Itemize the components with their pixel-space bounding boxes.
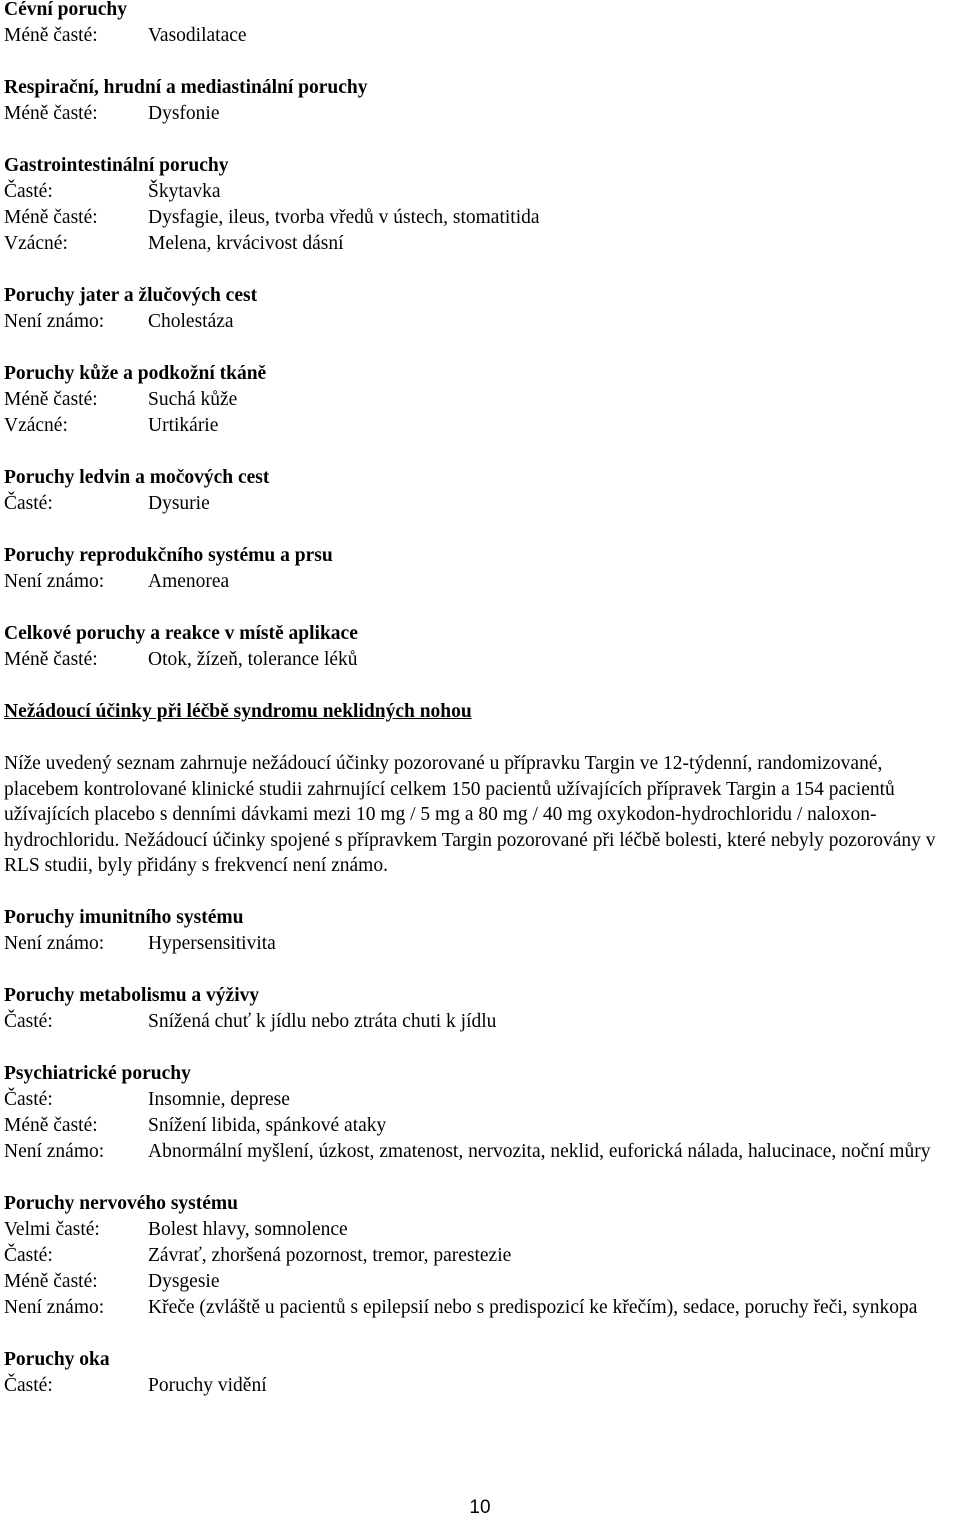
frequency-row [4, 387, 956, 413]
frequency-row [4, 1243, 956, 1269]
frequency-label: Není známo: [4, 932, 105, 954]
frequency-label: Časté: [4, 1244, 53, 1266]
effect-value: Dysurie [148, 493, 210, 514]
frequency-row [4, 205, 956, 231]
adverse-effect-section [4, 283, 956, 335]
frequency-row [4, 1113, 956, 1139]
frequency-row [4, 931, 956, 957]
rls-heading: Nežádoucí účinky při léčbě syndromu neklidných nohou [4, 701, 472, 722]
frequency-row [4, 491, 956, 517]
frequency-label: Vzácné: [4, 415, 68, 436]
adverse-effect-section [4, 1061, 956, 1165]
frequency-row [4, 1139, 956, 1165]
frequency-label: Méně časté: [4, 103, 98, 124]
frequency-label: Vzácné: [4, 233, 68, 254]
effect-value: Abnormální myšlení, úzkost, zmatenost, nervozita, neklid, euforická nálada, halucinace, noční můry [148, 1140, 931, 1162]
section-title: Poruchy jater a žlučových cest [4, 285, 258, 306]
effect-value: Cholestáza [148, 311, 234, 332]
adverse-effect-section [4, 905, 956, 957]
frequency-row [4, 309, 956, 335]
frequency-row [4, 101, 956, 127]
frequency-label: Méně časté: [4, 207, 98, 228]
frequency-row [4, 1295, 956, 1321]
adverse-effect-section [4, 1191, 956, 1321]
effect-value: Křeče (zvláště u pacientů s epilepsií nebo s predispozicí ke křečím), sedace, poruchy řeči, synkopa [148, 1296, 918, 1318]
frequency-row [4, 647, 956, 673]
section-title: Poruchy metabolismu a výživy [4, 984, 260, 1006]
frequency-label: Není známo: [4, 1296, 105, 1318]
page-number: 10 [469, 1497, 491, 1518]
frequency-row [4, 1087, 956, 1113]
effect-value: Dysfonie [148, 103, 220, 124]
frequency-label: Časté: [4, 1088, 53, 1110]
section-title: Poruchy ledvin a močových cest [4, 467, 270, 488]
frequency-label: Časté: [4, 181, 53, 202]
frequency-row [4, 1373, 956, 1399]
frequency-label: Méně časté: [4, 389, 98, 410]
adverse-effect-section [4, 465, 956, 517]
frequency-label: Časté: [4, 493, 53, 514]
frequency-label: Časté: [4, 1374, 53, 1396]
effect-value: Urtikárie [148, 415, 219, 436]
frequency-row [4, 231, 956, 257]
frequency-label: Méně časté: [4, 649, 98, 670]
frequency-label: Méně časté: [4, 1270, 98, 1292]
adverse-effect-section [4, 75, 956, 127]
section-title: Gastrointestinální poruchy [4, 155, 229, 176]
effect-value: Insomnie, deprese [148, 1088, 290, 1110]
effect-value: Bolest hlavy, somnolence [148, 1218, 348, 1240]
effect-value: Škytavka [148, 181, 221, 202]
section-title: Psychiatrické poruchy [4, 1062, 191, 1084]
frequency-row [4, 569, 956, 595]
adverse-effect-section [4, 361, 956, 439]
effect-value: Snížení libida, spánkové ataky [148, 1114, 387, 1136]
effect-value: Poruchy vidění [148, 1374, 267, 1396]
section-title: Poruchy kůže a podkožní tkáně [4, 363, 267, 384]
frequency-label: Není známo: [4, 571, 105, 592]
frequency-row [4, 1269, 956, 1295]
adverse-effect-section [4, 1347, 956, 1399]
section-title: Poruchy imunitního systému [4, 906, 244, 928]
frequency-label: Méně časté: [4, 25, 98, 46]
section-title: Poruchy nervového systému [4, 1192, 238, 1214]
frequency-row [4, 1217, 956, 1243]
frequency-row [4, 179, 956, 205]
effect-value: Závrať, zhoršená pozornost, tremor, parestezie [148, 1244, 512, 1266]
adverse-effect-section [4, 543, 956, 595]
frequency-row [4, 1009, 956, 1035]
document-body [4, 0, 956, 1425]
effect-value: Hypersensitivita [148, 932, 276, 954]
effect-value: Dysfagie, ileus, tvorba vředů v ústech, stomatitida [148, 207, 540, 228]
effect-value: Snížená chuť k jídlu nebo ztráta chuti k jídlu [148, 1010, 497, 1032]
effect-value: Amenorea [148, 571, 230, 592]
top-sections [4, 0, 956, 673]
section-title: Poruchy oka [4, 1348, 110, 1370]
adverse-effect-section [4, 0, 956, 49]
frequency-label: Velmi časté: [4, 1218, 100, 1240]
frequency-row [4, 413, 956, 439]
section-title: Cévní poruchy [4, 0, 127, 20]
frequency-row [4, 23, 956, 49]
effect-value: Dysgesie [148, 1270, 220, 1292]
frequency-label: Časté: [4, 1010, 53, 1032]
effect-value: Suchá kůže [148, 389, 238, 410]
section-title: Poruchy reprodukčního systému a prsu [4, 545, 333, 566]
frequency-label: Není známo: [4, 311, 105, 332]
rls-paragraph: Níže uvedený seznam zahrnuje nežádoucí účinky pozorované u přípravku Targin ve 12-týdenní, randomizované, placebem kontrolované klinické studii zahrnující celkem 150 pacientů užívajících přípravek Targin a 154 pacientů užívajících placebo s denními dávkami mezi 10 mg / 5 mg a 80 mg / 40 mg oxykodon-hydrochloridu / naloxon-hydrochloridu. Nežádoucí účinky spojené s přípravkem Targin pozorované při léčbě bolesti, které nebyly pozorovány v RLS studii, byly přidány s frekvencí není známo. [4, 753, 936, 876]
frequency-label: Méně časté: [4, 1114, 98, 1136]
adverse-effect-section [4, 621, 956, 673]
adverse-effect-section [4, 983, 956, 1035]
adverse-effect-section [4, 153, 956, 257]
frequency-label: Není známo: [4, 1140, 105, 1162]
section-title: Respirační, hrudní a mediastinální poruchy [4, 77, 368, 98]
effect-value: Vasodilatace [148, 25, 247, 46]
bottom-sections [4, 905, 956, 1399]
effect-value: Otok, žízeň, tolerance léků [148, 649, 358, 670]
effect-value: Melena, krvácivost dásní [148, 233, 344, 254]
section-title: Celkové poruchy a reakce v místě aplikace [4, 623, 358, 644]
